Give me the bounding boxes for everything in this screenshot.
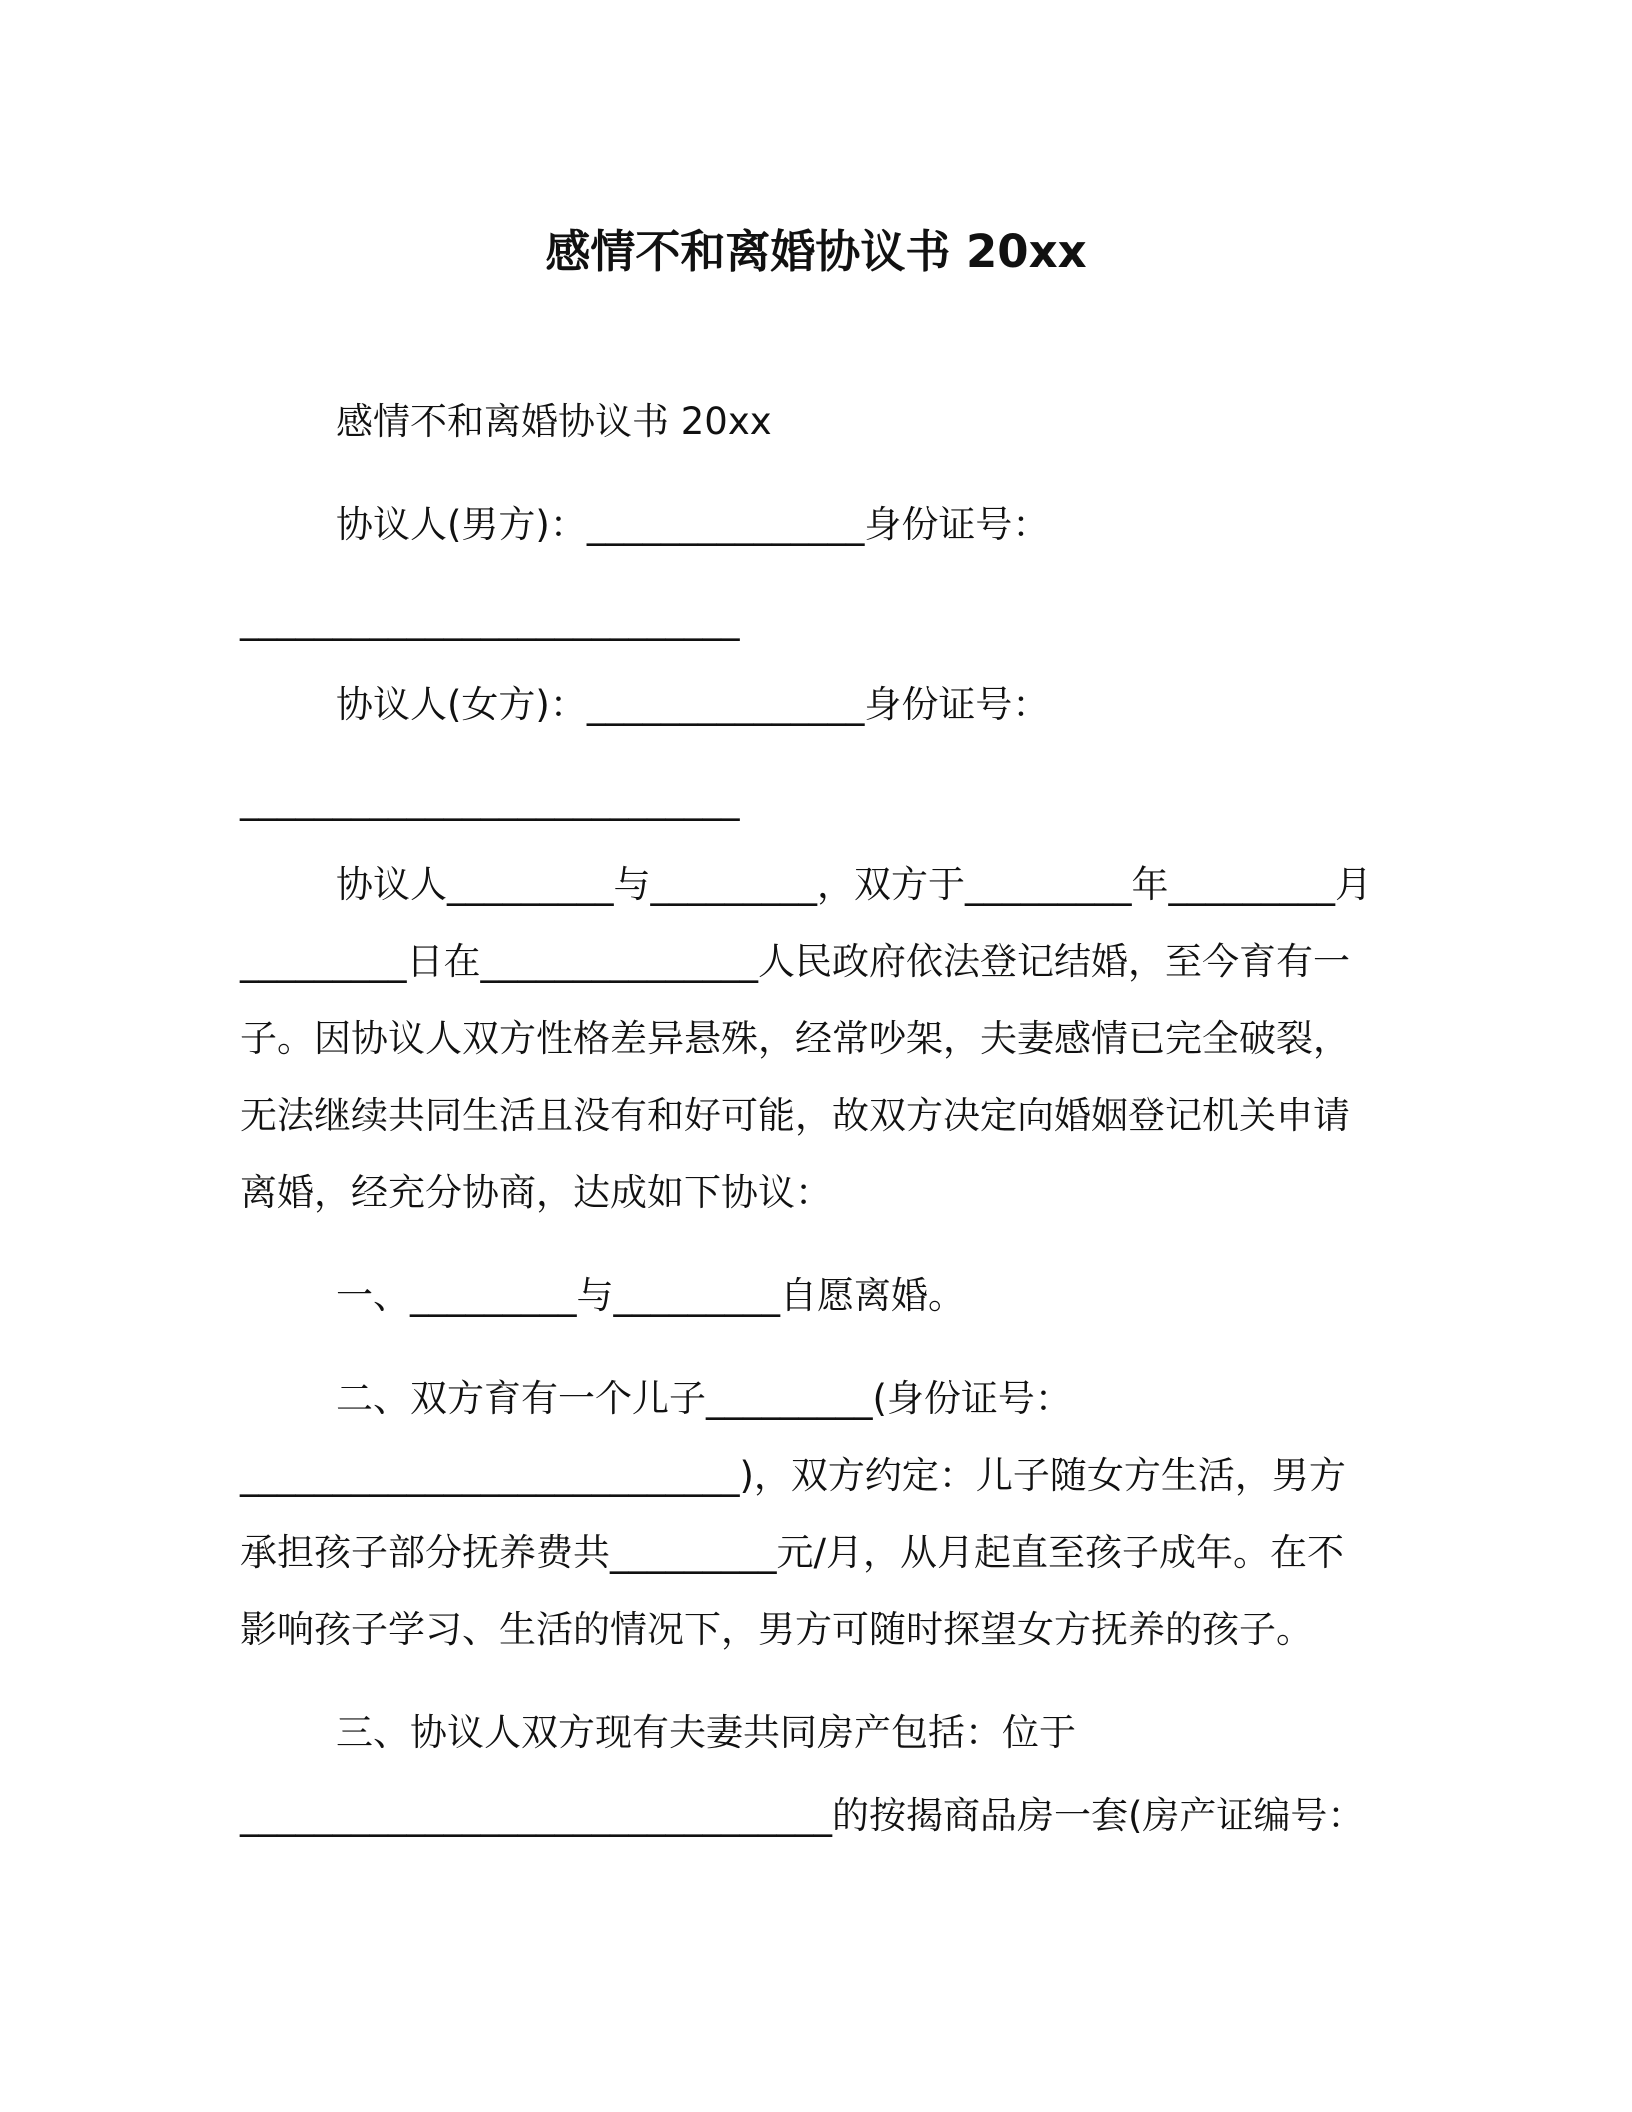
paragraph-line: _________日在_______________人民政府依法登记结婚，至今育有一: [240, 940, 1350, 983]
subtitle-line: 感情不和离婚协议书 20xx: [336, 400, 772, 443]
female-id-blank-line: ___________________________: [240, 778, 740, 821]
male-party-line: 协议人(男方)：_______________身份证号：: [336, 503, 1050, 546]
paragraph-line: 离婚，经充分协商，达成如下协议：: [240, 1171, 832, 1214]
clause-two-line: 二、双方育有一个儿子_________(身份证号：: [336, 1377, 1072, 1420]
clause-two-line: 影响孩子学习、生活的情况下，男方可随时探望女方抚养的孩子。: [240, 1608, 1313, 1651]
paragraph-line: 协议人_________与_________，双方于_________年_________月: [336, 863, 1372, 906]
clause-three-line: 三、协议人双方现有夫妻共同房产包括：位于: [336, 1711, 1076, 1754]
clause-two-line: 承担孩子部分抚养费共_________元/月，从月起直至孩子成年。在不: [240, 1531, 1344, 1574]
document-title: 感情不和离婚协议书 20xx: [545, 225, 1087, 278]
paragraph-line: 无法继续共同生活且没有和好可能，故双方决定向婚姻登记机关申请: [240, 1094, 1350, 1137]
clause-two-line: ___________________________)，双方约定：儿子随女方生活，男方: [240, 1454, 1346, 1497]
paragraph-line: 子。因协议人双方性格差异悬殊，经常吵架，夫妻感情已完全破裂，: [240, 1017, 1350, 1060]
female-party-line: 协议人(女方)：_______________身份证号：: [336, 683, 1050, 726]
clause-three-line: ________________________________的按揭商品房一套(房产证编号：: [240, 1794, 1365, 1837]
male-id-blank-line: ___________________________: [240, 598, 740, 641]
clause-one-line: 一、_________与_________自愿离婚。: [336, 1274, 965, 1317]
